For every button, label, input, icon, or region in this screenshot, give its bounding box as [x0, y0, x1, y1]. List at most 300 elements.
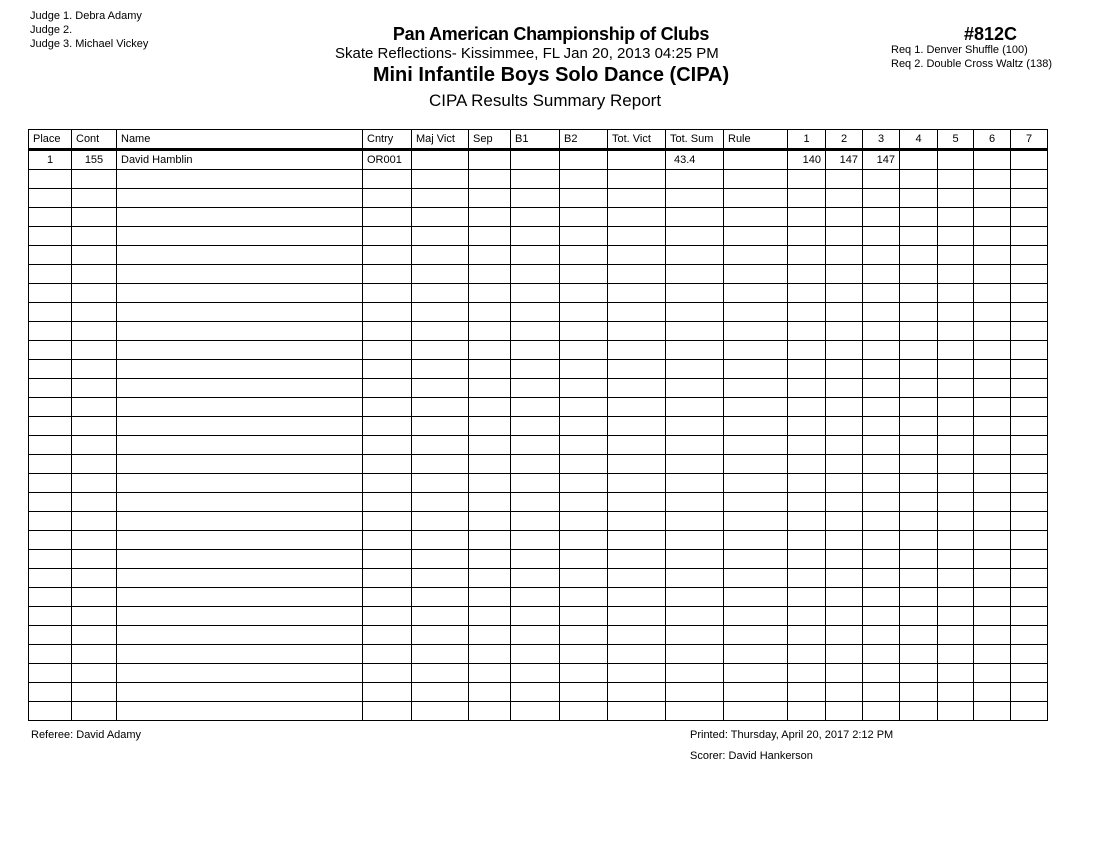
- empty-cell: [412, 227, 469, 246]
- empty-cell: [863, 417, 900, 436]
- col-sep: Sep: [469, 130, 511, 150]
- empty-cell: [724, 208, 788, 227]
- empty-cell: [826, 379, 863, 398]
- empty-cell: [412, 189, 469, 208]
- empty-cell: [117, 341, 363, 360]
- empty-cell: [900, 588, 938, 607]
- table-row-empty: [29, 702, 1048, 721]
- empty-cell: [511, 379, 560, 398]
- empty-cell: [117, 512, 363, 531]
- empty-cell: [724, 303, 788, 322]
- col-tot-vict: Tot. Vict: [608, 130, 666, 150]
- empty-cell: [29, 550, 72, 569]
- col-b2: B2: [560, 130, 608, 150]
- empty-cell: [117, 683, 363, 702]
- empty-cell: [900, 645, 938, 664]
- empty-cell: [608, 398, 666, 417]
- table-row-empty: [29, 645, 1048, 664]
- empty-cell: [29, 702, 72, 721]
- empty-cell: [863, 360, 900, 379]
- empty-cell: [863, 170, 900, 189]
- empty-cell: [412, 284, 469, 303]
- empty-cell: [469, 284, 511, 303]
- empty-cell: [412, 379, 469, 398]
- empty-cell: [363, 379, 412, 398]
- col-judge-5: 5: [938, 130, 974, 150]
- cell-rule: [724, 150, 788, 170]
- venue-date-line: Skate Reflections- Kissimmee, FL Jan 20, 2013 04:25 PM: [335, 45, 719, 62]
- empty-cell: [608, 455, 666, 474]
- empty-cell: [1011, 379, 1048, 398]
- empty-cell: [938, 379, 974, 398]
- empty-cell: [608, 341, 666, 360]
- empty-cell: [900, 303, 938, 322]
- empty-cell: [788, 569, 826, 588]
- empty-cell: [608, 246, 666, 265]
- empty-cell: [863, 227, 900, 246]
- empty-cell: [29, 398, 72, 417]
- empty-cell: [938, 645, 974, 664]
- empty-cell: [1011, 208, 1048, 227]
- table-row: [29, 150, 1048, 170]
- empty-cell: [788, 303, 826, 322]
- empty-cell: [608, 265, 666, 284]
- table-row-empty: [29, 683, 1048, 702]
- empty-cell: [117, 284, 363, 303]
- empty-cell: [666, 436, 724, 455]
- empty-cell: [788, 341, 826, 360]
- empty-cell: [974, 284, 1011, 303]
- empty-cell: [900, 398, 938, 417]
- empty-cell: [863, 474, 900, 493]
- empty-cell: [560, 569, 608, 588]
- empty-cell: [469, 341, 511, 360]
- empty-cell: [608, 645, 666, 664]
- empty-cell: [666, 360, 724, 379]
- cell-maj-vict: [412, 150, 469, 170]
- empty-cell: [363, 303, 412, 322]
- empty-cell: [363, 569, 412, 588]
- empty-cell: [117, 607, 363, 626]
- empty-cell: [511, 322, 560, 341]
- empty-cell: [788, 531, 826, 550]
- table-row-empty: [29, 474, 1048, 493]
- empty-cell: [863, 208, 900, 227]
- col-rule: Rule: [724, 130, 788, 150]
- col-judge-7: 7: [1011, 130, 1048, 150]
- empty-cell: [666, 588, 724, 607]
- empty-cell: [974, 531, 1011, 550]
- empty-cell: [608, 588, 666, 607]
- empty-cell: [363, 474, 412, 493]
- empty-cell: [863, 550, 900, 569]
- empty-cell: [666, 170, 724, 189]
- empty-cell: [1011, 626, 1048, 645]
- cell-judge-4: [900, 150, 938, 170]
- empty-cell: [412, 683, 469, 702]
- empty-cell: [826, 322, 863, 341]
- empty-cell: [863, 645, 900, 664]
- empty-cell: [117, 189, 363, 208]
- requirements-list: [891, 43, 1052, 71]
- empty-cell: [363, 189, 412, 208]
- empty-cell: [863, 189, 900, 208]
- cell-judge-6: [974, 150, 1011, 170]
- empty-cell: [469, 550, 511, 569]
- empty-cell: [788, 626, 826, 645]
- empty-cell: [900, 322, 938, 341]
- empty-cell: [938, 436, 974, 455]
- empty-cell: [608, 436, 666, 455]
- empty-cell: [974, 322, 1011, 341]
- col-cont: Cont: [72, 130, 117, 150]
- empty-cell: [29, 588, 72, 607]
- empty-cell: [72, 322, 117, 341]
- cell-judge-3: 147: [863, 150, 900, 170]
- empty-cell: [608, 664, 666, 683]
- empty-cell: [511, 493, 560, 512]
- empty-cell: [72, 379, 117, 398]
- empty-cell: [469, 398, 511, 417]
- empty-cell: [608, 493, 666, 512]
- empty-cell: [72, 512, 117, 531]
- empty-cell: [974, 474, 1011, 493]
- empty-cell: [363, 284, 412, 303]
- empty-cell: [788, 246, 826, 265]
- empty-cell: [511, 645, 560, 664]
- empty-cell: [117, 246, 363, 265]
- empty-cell: [608, 683, 666, 702]
- empty-cell: [938, 702, 974, 721]
- empty-cell: [511, 474, 560, 493]
- empty-cell: [29, 664, 72, 683]
- requirement-2: Req 2. Double Cross Waltz (138): [891, 58, 1052, 70]
- table-row-empty: [29, 227, 1048, 246]
- empty-cell: [469, 588, 511, 607]
- empty-cell: [469, 189, 511, 208]
- empty-cell: [1011, 531, 1048, 550]
- empty-cell: [938, 531, 974, 550]
- empty-cell: [826, 303, 863, 322]
- empty-cell: [29, 170, 72, 189]
- empty-cell: [974, 664, 1011, 683]
- empty-cell: [511, 683, 560, 702]
- empty-cell: [900, 702, 938, 721]
- empty-cell: [412, 550, 469, 569]
- empty-cell: [72, 645, 117, 664]
- judge-3: Judge 3. Michael Vickey: [30, 38, 149, 50]
- empty-cell: [974, 702, 1011, 721]
- empty-cell: [469, 227, 511, 246]
- empty-cell: [469, 246, 511, 265]
- empty-cell: [863, 569, 900, 588]
- empty-cell: [724, 284, 788, 303]
- empty-cell: [974, 170, 1011, 189]
- empty-cell: [363, 398, 412, 417]
- empty-cell: [469, 303, 511, 322]
- empty-cell: [826, 664, 863, 683]
- empty-cell: [1011, 170, 1048, 189]
- report-title: CIPA Results Summary Report: [428, 91, 662, 110]
- empty-cell: [938, 227, 974, 246]
- empty-cell: [826, 265, 863, 284]
- empty-cell: [608, 227, 666, 246]
- empty-cell: [511, 170, 560, 189]
- empty-cell: [974, 569, 1011, 588]
- empty-cell: [72, 607, 117, 626]
- empty-cell: [724, 683, 788, 702]
- cell-cntry: OR001: [363, 150, 412, 170]
- empty-cell: [363, 531, 412, 550]
- empty-cell: [666, 303, 724, 322]
- referee-label: Referee: David Adamy: [31, 729, 142, 741]
- empty-cell: [29, 360, 72, 379]
- empty-cell: [666, 341, 724, 360]
- empty-cell: [974, 379, 1011, 398]
- empty-cell: [1011, 436, 1048, 455]
- empty-cell: [1011, 398, 1048, 417]
- empty-cell: [788, 189, 826, 208]
- empty-cell: [788, 417, 826, 436]
- empty-cell: [511, 626, 560, 645]
- empty-cell: [29, 265, 72, 284]
- empty-cell: [117, 417, 363, 436]
- empty-cell: [724, 265, 788, 284]
- empty-cell: [72, 531, 117, 550]
- empty-cell: [560, 474, 608, 493]
- empty-cell: [974, 303, 1011, 322]
- empty-cell: [788, 588, 826, 607]
- empty-cell: [974, 341, 1011, 360]
- table-row-empty: [29, 360, 1048, 379]
- table-row-empty: [29, 246, 1048, 265]
- empty-cell: [72, 208, 117, 227]
- empty-cell: [938, 493, 974, 512]
- empty-cell: [29, 246, 72, 265]
- empty-cell: [900, 607, 938, 626]
- empty-cell: [469, 626, 511, 645]
- empty-cell: [724, 379, 788, 398]
- empty-cell: [826, 436, 863, 455]
- empty-cell: [788, 227, 826, 246]
- empty-cell: [788, 683, 826, 702]
- empty-cell: [511, 588, 560, 607]
- cell-name: David Hamblin: [117, 150, 363, 170]
- empty-cell: [863, 284, 900, 303]
- empty-cell: [608, 379, 666, 398]
- cell-sep: [469, 150, 511, 170]
- cell-place: 1: [29, 150, 72, 170]
- empty-cell: [900, 531, 938, 550]
- empty-cell: [788, 360, 826, 379]
- empty-cell: [938, 550, 974, 569]
- empty-cell: [900, 474, 938, 493]
- empty-cell: [72, 189, 117, 208]
- empty-cell: [511, 360, 560, 379]
- empty-cell: [72, 683, 117, 702]
- empty-cell: [863, 455, 900, 474]
- table-row-empty: [29, 531, 1048, 550]
- empty-cell: [412, 417, 469, 436]
- empty-cell: [724, 607, 788, 626]
- empty-cell: [608, 607, 666, 626]
- empty-cell: [363, 341, 412, 360]
- empty-cell: [511, 512, 560, 531]
- empty-cell: [788, 455, 826, 474]
- empty-cell: [1011, 569, 1048, 588]
- empty-cell: [608, 322, 666, 341]
- empty-cell: [363, 588, 412, 607]
- empty-cell: [666, 512, 724, 531]
- empty-cell: [412, 265, 469, 284]
- empty-cell: [724, 189, 788, 208]
- empty-cell: [117, 493, 363, 512]
- col-b1: B1: [511, 130, 560, 150]
- empty-cell: [608, 626, 666, 645]
- empty-cell: [1011, 227, 1048, 246]
- empty-cell: [974, 626, 1011, 645]
- empty-cell: [826, 227, 863, 246]
- empty-cell: [363, 493, 412, 512]
- empty-cell: [938, 417, 974, 436]
- empty-cell: [938, 208, 974, 227]
- empty-cell: [412, 569, 469, 588]
- empty-cell: [724, 626, 788, 645]
- empty-cell: [511, 303, 560, 322]
- empty-cell: [863, 512, 900, 531]
- empty-cell: [117, 379, 363, 398]
- empty-cell: [826, 284, 863, 303]
- cell-judge-5: [938, 150, 974, 170]
- empty-cell: [29, 569, 72, 588]
- empty-cell: [863, 303, 900, 322]
- empty-cell: [826, 626, 863, 645]
- empty-cell: [469, 265, 511, 284]
- empty-cell: [974, 360, 1011, 379]
- empty-cell: [29, 227, 72, 246]
- empty-cell: [29, 417, 72, 436]
- empty-cell: [412, 360, 469, 379]
- empty-cell: [608, 284, 666, 303]
- empty-cell: [511, 569, 560, 588]
- empty-cell: [900, 341, 938, 360]
- empty-cell: [826, 683, 863, 702]
- empty-cell: [117, 664, 363, 683]
- empty-cell: [29, 626, 72, 645]
- table-row-empty: [29, 189, 1048, 208]
- empty-cell: [72, 265, 117, 284]
- empty-cell: [560, 265, 608, 284]
- empty-cell: [666, 493, 724, 512]
- empty-cell: [863, 626, 900, 645]
- table-row-empty: [29, 379, 1048, 398]
- judge-2: Judge 2.: [30, 24, 73, 36]
- table-row-empty: [29, 569, 1048, 588]
- empty-cell: [724, 531, 788, 550]
- results-table: [28, 129, 1048, 721]
- empty-cell: [666, 417, 724, 436]
- empty-cell: [29, 474, 72, 493]
- empty-cell: [1011, 189, 1048, 208]
- empty-cell: [724, 360, 788, 379]
- empty-cell: [724, 588, 788, 607]
- empty-cell: [666, 550, 724, 569]
- championship-title: Pan American Championship of Clubs: [392, 24, 710, 44]
- empty-cell: [72, 360, 117, 379]
- empty-cell: [900, 569, 938, 588]
- empty-cell: [560, 360, 608, 379]
- empty-cell: [29, 341, 72, 360]
- empty-cell: [788, 379, 826, 398]
- empty-cell: [412, 588, 469, 607]
- empty-cell: [363, 322, 412, 341]
- empty-cell: [788, 322, 826, 341]
- empty-cell: [72, 474, 117, 493]
- empty-cell: [666, 702, 724, 721]
- empty-cell: [724, 493, 788, 512]
- empty-cell: [826, 493, 863, 512]
- empty-cell: [826, 588, 863, 607]
- empty-cell: [511, 284, 560, 303]
- empty-cell: [863, 702, 900, 721]
- empty-cell: [863, 322, 900, 341]
- cell-cont: 155: [72, 150, 117, 170]
- empty-cell: [608, 360, 666, 379]
- scorer-label: Scorer: David Hankerson: [690, 750, 813, 762]
- empty-cell: [1011, 493, 1048, 512]
- cell-judge-1: 140: [788, 150, 826, 170]
- table-row-empty: [29, 512, 1048, 531]
- printed-timestamp: Printed: Thursday, April 20, 2017 2:12 PM: [690, 729, 894, 741]
- table-row-empty: [29, 303, 1048, 322]
- empty-cell: [900, 284, 938, 303]
- empty-cell: [826, 645, 863, 664]
- empty-cell: [938, 189, 974, 208]
- empty-cell: [863, 436, 900, 455]
- empty-cell: [412, 246, 469, 265]
- empty-cell: [788, 398, 826, 417]
- empty-cell: [1011, 284, 1048, 303]
- empty-cell: [974, 645, 1011, 664]
- empty-cell: [666, 531, 724, 550]
- empty-cell: [29, 455, 72, 474]
- empty-cell: [863, 531, 900, 550]
- empty-cell: [412, 607, 469, 626]
- empty-cell: [560, 455, 608, 474]
- empty-cell: [469, 702, 511, 721]
- table-row-empty: [29, 493, 1048, 512]
- empty-cell: [826, 702, 863, 721]
- empty-cell: [363, 645, 412, 664]
- empty-cell: [72, 455, 117, 474]
- empty-cell: [363, 607, 412, 626]
- empty-cell: [560, 417, 608, 436]
- empty-cell: [29, 208, 72, 227]
- empty-cell: [29, 512, 72, 531]
- empty-cell: [469, 170, 511, 189]
- empty-cell: [511, 246, 560, 265]
- empty-cell: [826, 512, 863, 531]
- empty-cell: [117, 265, 363, 284]
- table-row-empty: [29, 265, 1048, 284]
- empty-cell: [974, 227, 1011, 246]
- empty-cell: [974, 512, 1011, 531]
- empty-cell: [29, 379, 72, 398]
- empty-cell: [511, 208, 560, 227]
- empty-cell: [117, 455, 363, 474]
- empty-cell: [724, 512, 788, 531]
- empty-cell: [900, 493, 938, 512]
